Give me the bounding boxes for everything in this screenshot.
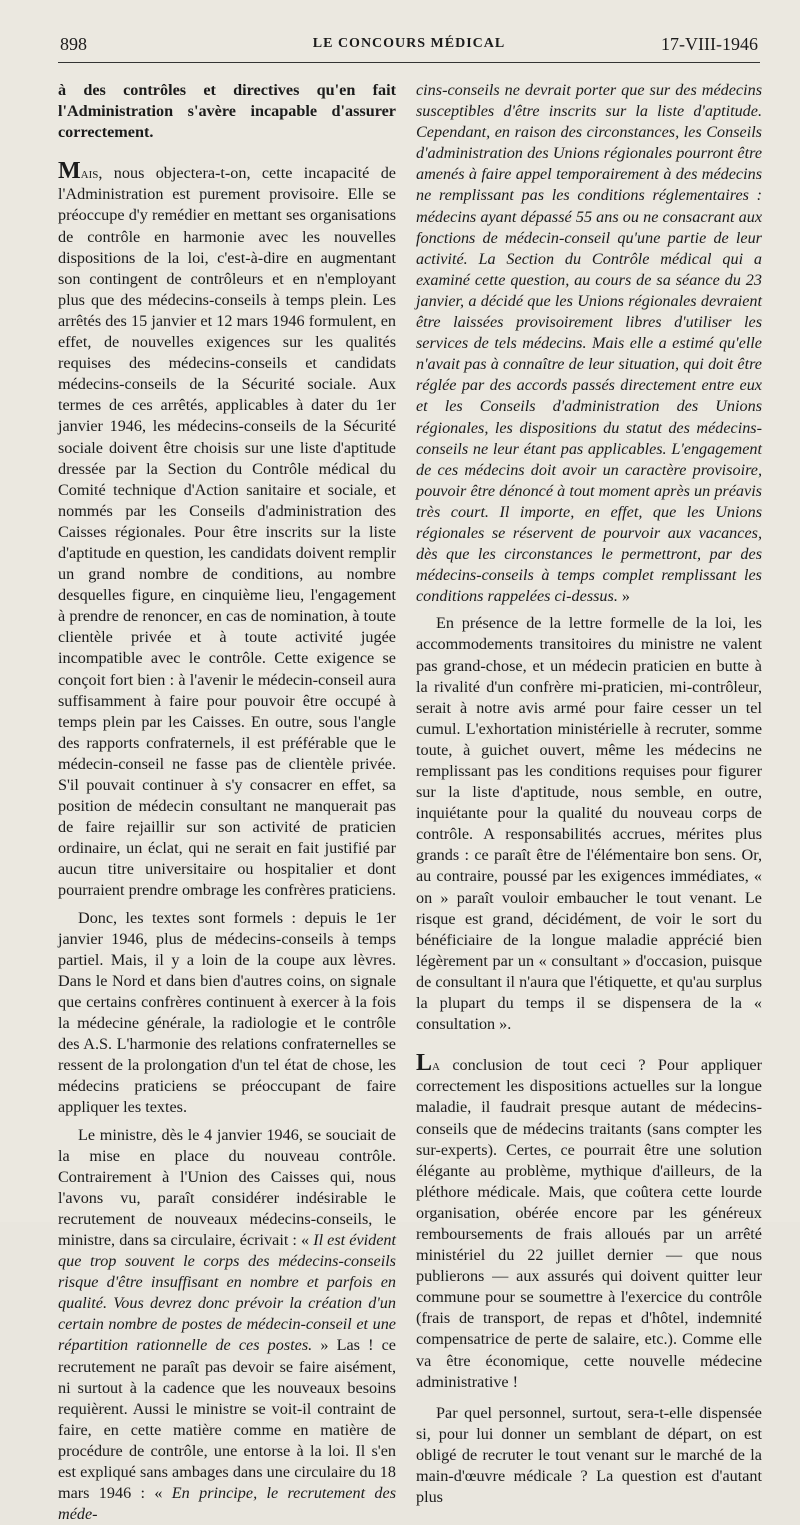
- paragraph: En présence de la lettre formelle de la loi, les accommodements transitoires du ministre ne valent pas grand-chose, et un médecin praticien en butte à la rivalité d'un confrère mi-praticien, mi-contrôleur, serait à notre avis armé pour faire cesser un tel cumul. L'exhortation ministérielle à recruter, somme toute, à guichet ouvert, même les médecins ne remplissant pas les conditions requises pour figurer sur la liste d'aptitude, nous semble, en outre, inquiétante pour la qualité du nouveau corps de contrôle. A responsabilités accrues, mérites plus grands : ce paraît être de l'élémentaire bon sens. Or, au contraire, poussé par les exigences immédiates, « on » paraît vouloir embaucher le tout venant. Le risque est grand, décidément, de voir le sort du bénéficiaire de la longue maladie apprécié bien légèrement par un « consultant » d'occasion, puisque de consultant il n'aura que l'étiquette, et qu'au surplus la plupart du temps il se dispensera de la « consultation ».: [416, 613, 762, 1035]
- drop-cap: M: [58, 158, 81, 184]
- paragraph: à des contrôles et directives qu'en fait l'Administration s'avère incapable d'assurer correctement.: [58, 80, 396, 143]
- paragraph: Par quel personnel, surtout, sera-t-elle dispensée si, pour lui donner un semblant de départ, on est obligé de recruter le tout venant sur le marché de la main-d'œuvre médicale ? La question est d'autant plus: [416, 1403, 762, 1508]
- drop-cap: L: [416, 1050, 432, 1076]
- journal-title: LE CONCOURS MÉDICAL: [60, 36, 758, 52]
- paragraph: Mais, nous objectera-t-on, cette incapacité de l'Administration est purement provisoire. Elle se préoccupe d'y remédier en mettant ses organisations de contrôle en harmonie avec les nouvelles dispositions de la loi, c'est-à-dire en augmentant son contingent de contrôleurs et en n'employant plus que des médecins-conseils à temps plein. Les arrêtés des 15 janvier et 12 mars 1946 formulent, en effet, de nouvelles exigences sur les qualités requises des médecins-conseils et candidats médecins-conseils de la Sécurité sociale. Aux termes de ces arrêtés, applicables à dater du 1er janvier 1946, les médecins-conseils de la Sécurité sociale doivent être choisis sur une liste d'aptitude dressée par la Section du Contrôle médical du Comité technique d'Action sanitaire et sociale, et nommés par les Conseils d'administration des Caisses régionales. Pour être inscrits sur la liste d'aptitude en question, les candidats doivent remplir un grand nombre de conditions, au nombre desquelles figure, en cinquième lieu, l'engagement à prendre de renoncer, en cas de nomination, à toute clientèle privée et à toute activité jugée incompatible avec le contrôle. Cette exigence se conçoit fort bien : à l'avenir le médecin-conseil aura suffisamment à faire pour pouvoir être occupé à temps plein par les Caisses. En outre, sous l'angle des rapports confraternels, il est préférable que le médecin-conseil ne fasse pas de clientèle privée. S'il pouvait continuer à s'y consacrer en effet, sa position de médecin consultant ne manquerait pas de faire rejaillir sur son activité de praticien ordinaire, un éclat, qui ne serait en fait justifié par aucun titre universitaire ou hospitalier et dont pourraient prendre ombrage les confrères praticiens.: [58, 159, 396, 901]
- issue-date: 17-VIII-1946: [661, 34, 758, 55]
- page-header: [60, 34, 758, 60]
- paragraph: cins-conseils ne devrait porter que sur des médecins susceptibles d'être inscrits sur la liste d'aptitude. Cependant, en raison des circonstances, les Conseils d'administration des Unions régionales pourront être amenés à faire appel temporairement à des médecins ne remplissant pas les conditions réglementaires : médecins ayant dépassé 55 ans ou ne consacrant aux fonctions de médecin-conseil qu'une partie de leur activité. La Section du Contrôle médical qui a examiné cette question, au cours de sa séance du 23 janvier, a décidé que les Unions régionales devraient être laissées provisoirement libres d'utiliser les services de tels médecins. Mais elle a estimé qu'elle n'avait pas à connaître de leur situation, qui doit être réglée par des accords passés directement entre eux et les Conseils d'administration des Unions régionales, les dispositions du statut des médecins-conseils ne leur étant pas applicables. L'engagement de ces médecins doit avoir un caractère provisoire, pouvoir être dénoncé à tout moment après un préavis très court. Il importe, en effet, que les Unions régionales se réservent de pourvoir aux vacances, dès que les circonstances le permettront, par des médecins-conseils à temps complet remplissant les conditions rappelées ci-dessus. »: [416, 80, 762, 607]
- page-number: 898: [60, 34, 87, 55]
- header-rule: [58, 62, 760, 63]
- paragraph: Donc, les textes sont formels : depuis le 1er janvier 1946, plus de médecins-conseils à temps partiel. Mais, il y a loin de la coupe aux lèvres. Dans le Nord et dans bien d'autres coins, on signale que certains confrères continuent à exercer à la fois la médecine générale, la radiologie et le contrôle des A.S. L'harmonie des relations confraternelles se ressent de la prolongation d'un tel état de chose, les médecins praticiens se préoccupant de faire appliquer les textes.: [58, 908, 396, 1119]
- paragraph: La conclusion de tout ceci ? Pour appliquer correctement les dispositions actuelles sur la longue maladie, il faudrait presque autant de médecins-conseils que de médecins traitants (sans compter les sur-experts). Certes, ce pourrait être une solution élégante au problème, mythique d'ailleurs, de la pléthore médicale. Mais, que coûtera cette lourde organisation, obérée encore par les généreux remboursements de frais alloués par un arrêté ministériel du 22 juillet dernier — que nous publierons — aux assurés qui doivent quitter leur commune pour se soumettre à l'exercice du contrôle (frais de transport, de repas et d'hôtel, indemnité compensatrice de perte de salaire, etc.). Comme elle va être économique, cette nouvelle médecine administrative !: [416, 1051, 762, 1393]
- left-column: [58, 80, 396, 1525]
- right-column: [416, 80, 762, 1508]
- paragraph: Le ministre, dès le 4 janvier 1946, se souciait de la mise en place du nouveau contrôle. Contrairement à l'Union des Caisses qui, nous l'avons vu, paraît considérer indésirable le recrutement de nouveaux médecins-conseils, le ministre, dans sa circulaire, écrivait : « Il est évident que trop souvent le corps des médecins-conseils risque d'être insuffisant en nombre et parfois en qualité. Vous devrez donc prévoir la création d'un certain nombre de postes de médecin-conseil et une répartition rationnelle de ces postes. » Las ! ce recrutement ne paraît pas devoir se faire aisément, ni surtout à la cadence que les nouveaux besoins requièrent. Aussi le ministre se voit-il contraint de faire, en cette matière comme en matière de procédure de contrôle, une entorse à la loi. Il s'en est expliqué sans ambages dans une circulaire du 18 mars 1946 : « En principe, le recrutement des méde-: [58, 1125, 396, 1525]
